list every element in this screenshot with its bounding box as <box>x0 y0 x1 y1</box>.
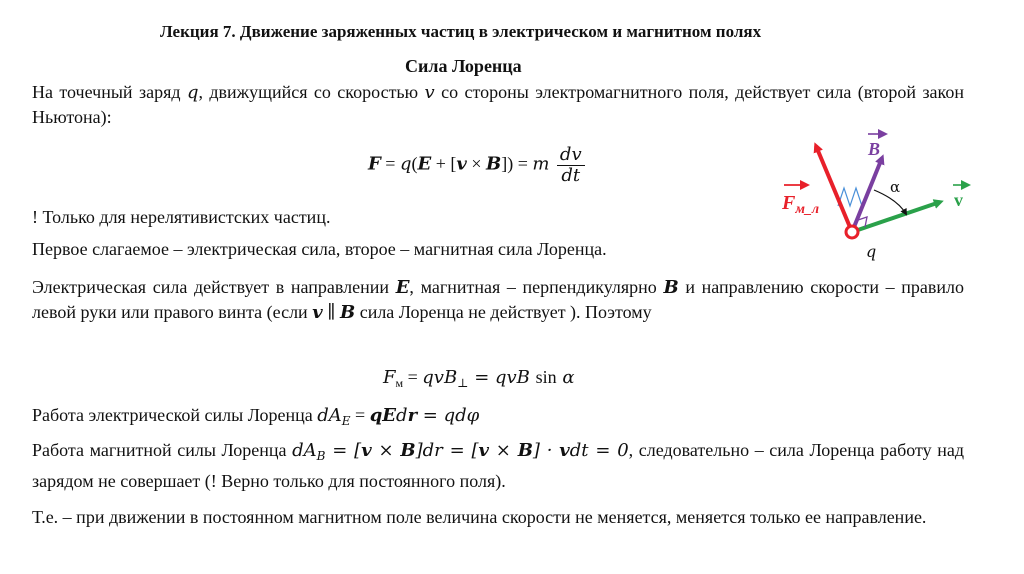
wm-B1: B <box>400 440 416 461</box>
we-dA: dA <box>317 405 342 426</box>
dir-parallel: ∥ <box>322 302 340 322</box>
f1-denominator: dt <box>561 165 581 186</box>
f1-v: v <box>456 153 467 175</box>
f1-m: m <box>532 153 550 175</box>
we-E: E <box>382 405 397 426</box>
dir-B: B <box>663 277 679 298</box>
b-label: B <box>868 139 881 159</box>
magnetic-force-formula <box>383 367 575 391</box>
wm-m2: ]dr = [ <box>415 440 479 461</box>
we-d: d <box>396 405 408 426</box>
charge-point <box>846 226 858 238</box>
we-sub: E <box>341 414 351 428</box>
f1-close: ]) = <box>501 153 533 174</box>
f1-eq: = <box>380 153 400 174</box>
dir-B2: B <box>339 302 356 323</box>
f1-numerator: dv <box>557 145 585 166</box>
we-rest: = qdφ <box>417 405 480 426</box>
wm-m4: dt = 0 <box>569 440 629 461</box>
intro-paragraph <box>32 80 964 130</box>
intro-text-2: , движущийся со скоростью <box>198 82 425 102</box>
wm-sub: B <box>316 449 326 463</box>
symbol-v: v <box>424 82 435 103</box>
wm-x1: × <box>371 440 401 461</box>
b-field-arrow <box>852 158 882 232</box>
dir-text-1: Электрическая сила действует в направлении <box>32 277 396 297</box>
lecture-title: Лекция 7. Движение заряженных частиц в электрическом и магнитном полях <box>160 22 762 41</box>
f1-E: E <box>417 153 432 175</box>
we-r: r <box>407 405 418 426</box>
f2-rhs2: = qvB <box>468 367 536 388</box>
dir-E: E <box>395 277 410 298</box>
f2-rhs1: qvB <box>422 367 458 388</box>
wm-v3: v <box>559 440 570 461</box>
we-eq: = <box>350 405 370 425</box>
q-label: q <box>866 242 877 261</box>
f2-F: F <box>383 367 396 388</box>
symbol-q: q <box>186 82 199 103</box>
force-label: $F_{м\_л}$ <box>782 192 820 217</box>
f2-perp: ⊥ <box>457 376 469 390</box>
f1-fraction <box>557 145 585 186</box>
v-label: v <box>954 190 963 210</box>
f1-F: F <box>368 153 381 175</box>
we-q: q <box>369 405 383 426</box>
magnetic-work-paragraph <box>32 438 964 494</box>
wm-m3: ] · <box>532 440 560 461</box>
electric-work-paragraph <box>32 403 964 434</box>
f2-eq: = <box>403 367 423 387</box>
f2-alpha: α <box>556 367 575 388</box>
alpha-label: α <box>890 178 901 196</box>
lorentz-formula <box>368 145 588 186</box>
dir-text-2: , магнитная – перпендикулярно <box>409 277 664 297</box>
section-title: Сила Лоренца <box>405 56 522 76</box>
f2-sin: sin <box>535 367 557 387</box>
wm-B2: B <box>517 440 533 461</box>
intro-text-1: На точечный заряд <box>32 82 187 102</box>
note-nonrelativistic: ! Только для нерелятивистских частиц. <box>32 207 331 227</box>
conclusion-paragraph: Т.е. – при движении в постоянном магнитном поле величина скорости не меняется, меняется только ее направление. <box>32 507 927 527</box>
f1-B: B <box>485 153 502 175</box>
wm-dA: dA <box>292 440 317 461</box>
wm-m1: = [ <box>325 440 362 461</box>
wm-v1: v <box>361 440 372 461</box>
f1-times: × <box>466 153 486 174</box>
wm-text-2: , следовательно – сила Лоренца работу над зарядом не совершает (! Верно только для постоянного поля). <box>32 440 964 491</box>
f2-sub: м <box>395 376 404 390</box>
direction-paragraph <box>32 275 964 325</box>
intro-text-3: со стороны электромагнитного поля, действует сила (второй закон Ньютона): <box>32 82 965 127</box>
force-arrow <box>816 146 852 232</box>
lorentz-force-diagram <box>770 128 980 273</box>
f1-q: q <box>399 153 412 175</box>
wm-v2: v <box>478 440 489 461</box>
dir-v: v <box>312 302 323 323</box>
dir-text-3: и направлению скорости – правило левой руки или правого винта (если <box>32 277 964 322</box>
wm-text-1: Работа магнитной силы Лоренца <box>32 440 293 460</box>
terms-paragraph: Первое слагаемое – электрическая сила, второе – магнитная сила Лоренца. <box>32 239 607 259</box>
dir-text-4: сила Лоренца не действует ). Поэтому <box>355 302 652 322</box>
wm-x2: × <box>488 440 518 461</box>
f1-open: ( <box>411 153 418 174</box>
we-text: Работа электрической силы Лоренца <box>32 405 318 425</box>
f1-plus: + [ <box>431 153 457 174</box>
